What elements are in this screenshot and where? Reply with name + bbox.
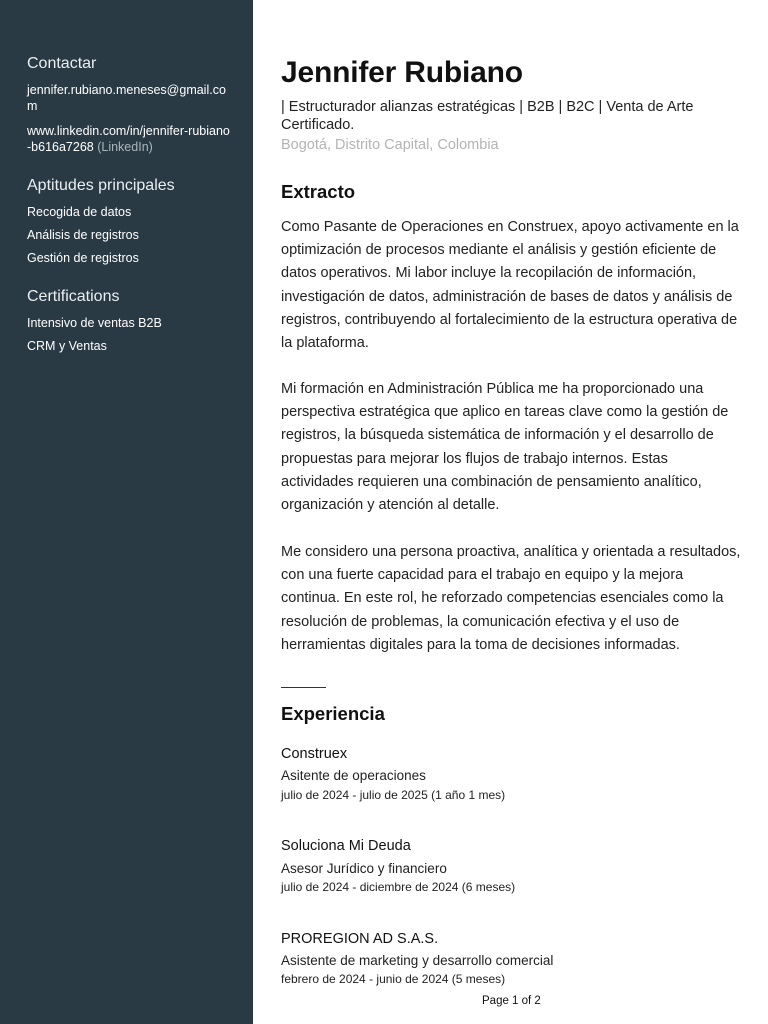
job-dates: julio de 2024 - julio de 2025 (1 año 1 mes) bbox=[281, 788, 506, 802]
summary-title: Extracto bbox=[281, 181, 356, 202]
job-company: Soluciona Mi Deuda bbox=[281, 838, 411, 854]
job-company: PROREGION AD S.A.S. bbox=[281, 931, 439, 947]
contact-heading: Contactar bbox=[27, 55, 97, 72]
section-divider bbox=[281, 687, 326, 688]
skill-item: Recogida de datos bbox=[27, 205, 132, 219]
skill-item: Gestión de registros bbox=[27, 251, 139, 265]
profile-headline: | Estructurador alianzas estratégicas | B2B | B2C | Venta de Arte Certificado. bbox=[281, 99, 694, 133]
profile-name: Jennifer Rubiano bbox=[281, 56, 523, 89]
email-link[interactable]: jennifer.rubiano.meneses@gmail.com bbox=[27, 83, 226, 113]
summary-paragraph-1: Como Pasante de Operaciones en Construex, apoyo activamente en la optimización de procesos mediante el análisis y gestión eficiente de datos operativos. Mi labor incluye la recopilación de información, investigación de datos, administración de bases de datos y análisis de registros, contribuyendo al fortalecimiento de la estructura operativa de la plataforma. bbox=[281, 219, 739, 352]
experience-title: Experiencia bbox=[281, 703, 385, 724]
job-role: Asesor Jurídico y financiero bbox=[281, 861, 447, 876]
certification-item: CRM y Ventas bbox=[27, 339, 107, 353]
linkedin-suffix: (LinkedIn) bbox=[97, 140, 153, 154]
linkedin-url[interactable]: www.linkedin.com/in/jennifer-rubiano-b616a7268 bbox=[27, 124, 230, 154]
summary-paragraph-3: Me considero una persona proactiva, analítica y orientada a resultados, con una fuerte capacidad para el trabajo en equipo y la mejora continua. En este rol, he reforzado competencias esenciales como la resolución de problemas, la comunicación efectiva y el uso de herramientas digitales para la toma de decisiones informadas. bbox=[281, 544, 741, 653]
job-company: Construex bbox=[281, 746, 348, 762]
job-role: Asitente de operaciones bbox=[281, 768, 426, 783]
summary-paragraph-2: Mi formación en Administración Pública me ha proporcionado una perspectiva estratégica que aplico en tareas clave como la gestión de registros, la búsqueda sistemática de información y el desarrollo de propuestas para mejorar los flujos de trabajo internos. Estas actividades requieren una combinación de pensamiento analítico, organización y atención al detalle. bbox=[281, 381, 729, 514]
skills-heading: Aptitudes principales bbox=[27, 177, 175, 194]
profile-location: Bogotá, Distrito Capital, Colombia bbox=[281, 137, 499, 153]
page-number: Page 1 of 2 bbox=[482, 995, 541, 1007]
linkedin-link[interactable] bbox=[27, 123, 233, 155]
skill-item: Análisis de registros bbox=[27, 228, 139, 242]
certifications-heading: Certifications bbox=[27, 288, 120, 305]
job-dates: febrero de 2024 - junio de 2024 (5 meses) bbox=[281, 972, 506, 986]
main-content bbox=[281, 0, 743, 1024]
sidebar bbox=[0, 0, 253, 1024]
certification-item: Intensivo de ventas B2B bbox=[27, 316, 162, 330]
job-dates: julio de 2024 - diciembre de 2024 (6 meses) bbox=[281, 880, 516, 894]
job-role: Asistente de marketing y desarrollo comercial bbox=[281, 953, 554, 968]
